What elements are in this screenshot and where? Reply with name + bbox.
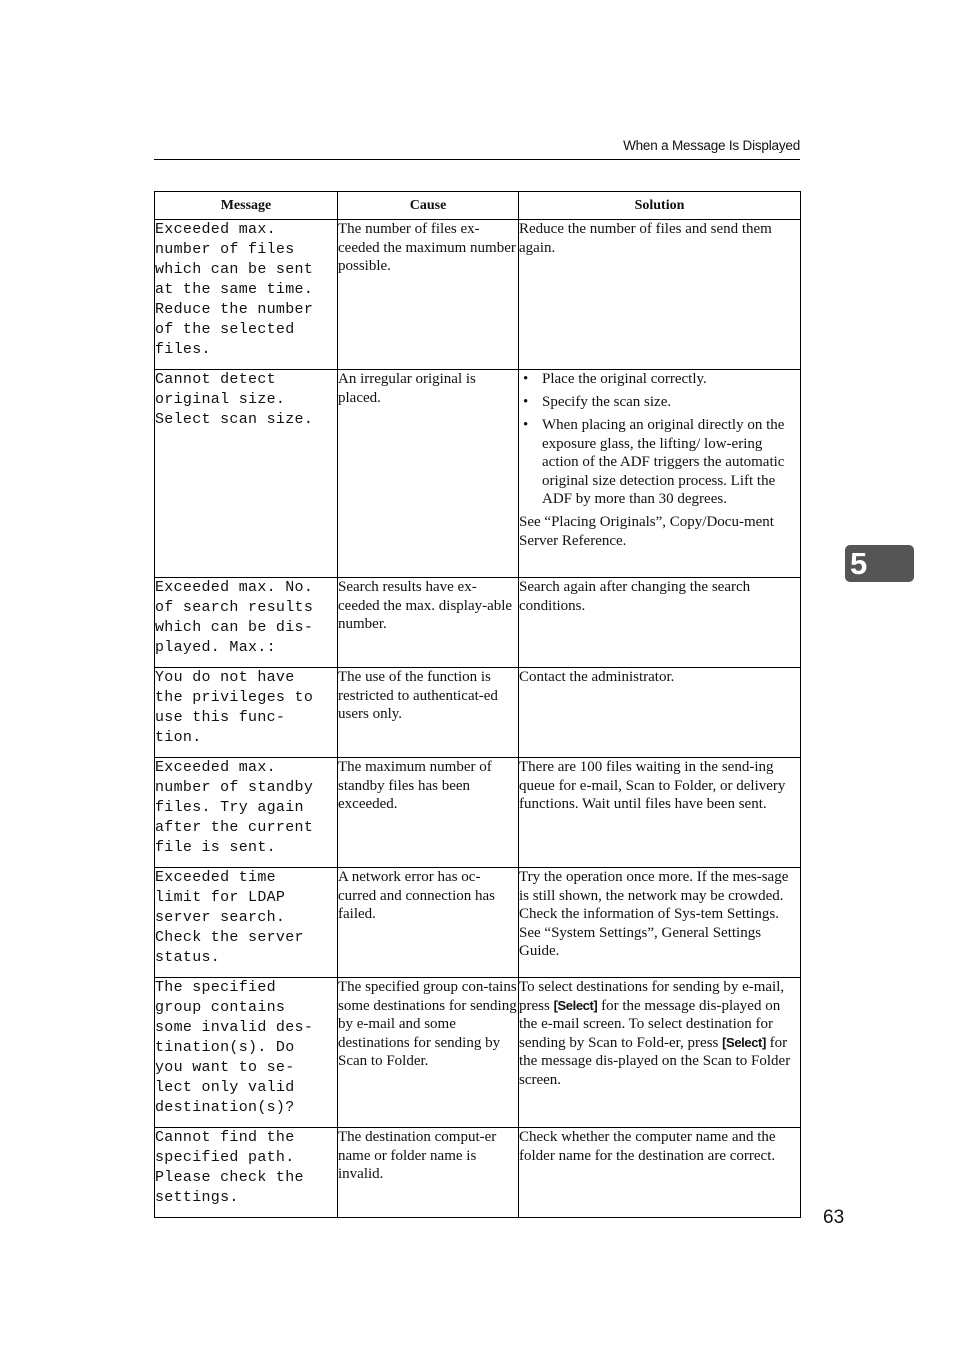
solution-cell: Try the operation once more. If the mes-sage is still shown, the network may be crowded. Check the information of Sys-tem Settings. See “System Settings”, General Settings Guide. <box>519 868 801 978</box>
message-cell: Cannot detect original size. Select scan size. <box>155 370 338 578</box>
table-row <box>155 1128 801 1218</box>
solution-cell: Contact the administrator. <box>519 668 801 758</box>
solution-cell: Check whether the computer name and the folder name for the destination are correct. <box>519 1128 801 1218</box>
solution-cell <box>519 978 801 1128</box>
cause-cell: The maximum number of standby files has been exceeded. <box>338 758 519 868</box>
solution-bullet: • Specify the scan size. <box>519 393 800 412</box>
cause-cell: The destination comput-er name or folder name is invalid. <box>338 1128 519 1218</box>
message-cell: Exceeded time limit for LDAP server search. Check the server status. <box>155 868 338 978</box>
header-rule <box>154 159 800 160</box>
solution-cell: Reduce the number of files and send them again. <box>519 220 801 370</box>
solution-cell <box>519 370 801 578</box>
running-header: When a Message Is Displayed <box>623 138 800 153</box>
cause-cell: A network error has oc-curred and connection has failed. <box>338 868 519 978</box>
solution-text: for the message dis-played on the e-mail screen. To select destination for sending by Scan to Fold-er, press <box>519 997 781 1051</box>
table-row <box>155 370 801 578</box>
column-header-cause: Cause <box>338 192 519 220</box>
table-header-row <box>155 192 801 220</box>
chapter-tab <box>845 545 914 582</box>
message-cell: Exceeded max. number of files which can be sent at the same time. Reduce the number of the selected files. <box>155 220 338 370</box>
table-row <box>155 578 801 668</box>
message-table <box>154 191 801 1218</box>
message-cell: The specified group contains some invalid des- tination(s). Do you want to se- lect only valid destination(s)? <box>155 978 338 1128</box>
message-cell: Exceeded max. number of standby files. Try again after the current file is sent. <box>155 758 338 868</box>
column-header-message: Message <box>155 192 338 220</box>
solution-bullet: • Place the original correctly. <box>519 370 800 389</box>
column-header-solution: Solution <box>519 192 801 220</box>
solution-text: To select destinations for sending by e-mail, press <box>519 979 785 1014</box>
select-key-label: [Select] <box>722 1034 766 1050</box>
message-cell: Exceeded max. No. of search results which can be dis- played. Max.: <box>155 578 338 668</box>
cause-cell: An irregular original is placed. <box>338 370 519 578</box>
select-key-label: [Select] <box>553 997 598 1013</box>
solution-bullet-list <box>519 370 800 509</box>
table-row <box>155 868 801 978</box>
table-row <box>155 220 801 370</box>
page-number: 63 <box>823 1207 845 1228</box>
message-cell: Cannot find the specified path. Please check the settings. <box>155 1128 338 1218</box>
table-row <box>155 758 801 868</box>
cause-cell: The specified group con-tains some destinations for sending by e-mail and some destinations for sending by Scan to Folder. <box>338 978 519 1128</box>
cause-cell: Search results have ex-ceeded the max. display-able number. <box>338 578 519 668</box>
table-row <box>155 978 801 1128</box>
solution-cell: Search again after changing the search conditions. <box>519 578 801 668</box>
message-cell: You do not have the privileges to use this func- tion. <box>155 668 338 758</box>
cause-cell: The use of the function is restricted to authenticat-ed users only. <box>338 668 519 758</box>
solution-note: See “Placing Originals”, Copy/Docu-ment Server Reference. <box>519 514 774 549</box>
solution-cell: There are 100 files waiting in the send-ing queue for e-mail, Scan to Folder, or delivery functions. Wait until files have been sent. <box>519 758 801 868</box>
cause-cell: The number of files ex-ceeded the maximum number possible. <box>338 220 519 370</box>
solution-text: for the message dis-played on the Scan to Folder screen. <box>519 1034 791 1088</box>
chapter-number: 5 <box>850 546 868 581</box>
table-row <box>155 668 801 758</box>
solution-bullet: • When placing an original directly on the exposure glass, the lifting/ low-ering action of the ADF triggers the automatic original size detection process. Lift the ADF by more than 30 degrees. <box>519 416 800 509</box>
